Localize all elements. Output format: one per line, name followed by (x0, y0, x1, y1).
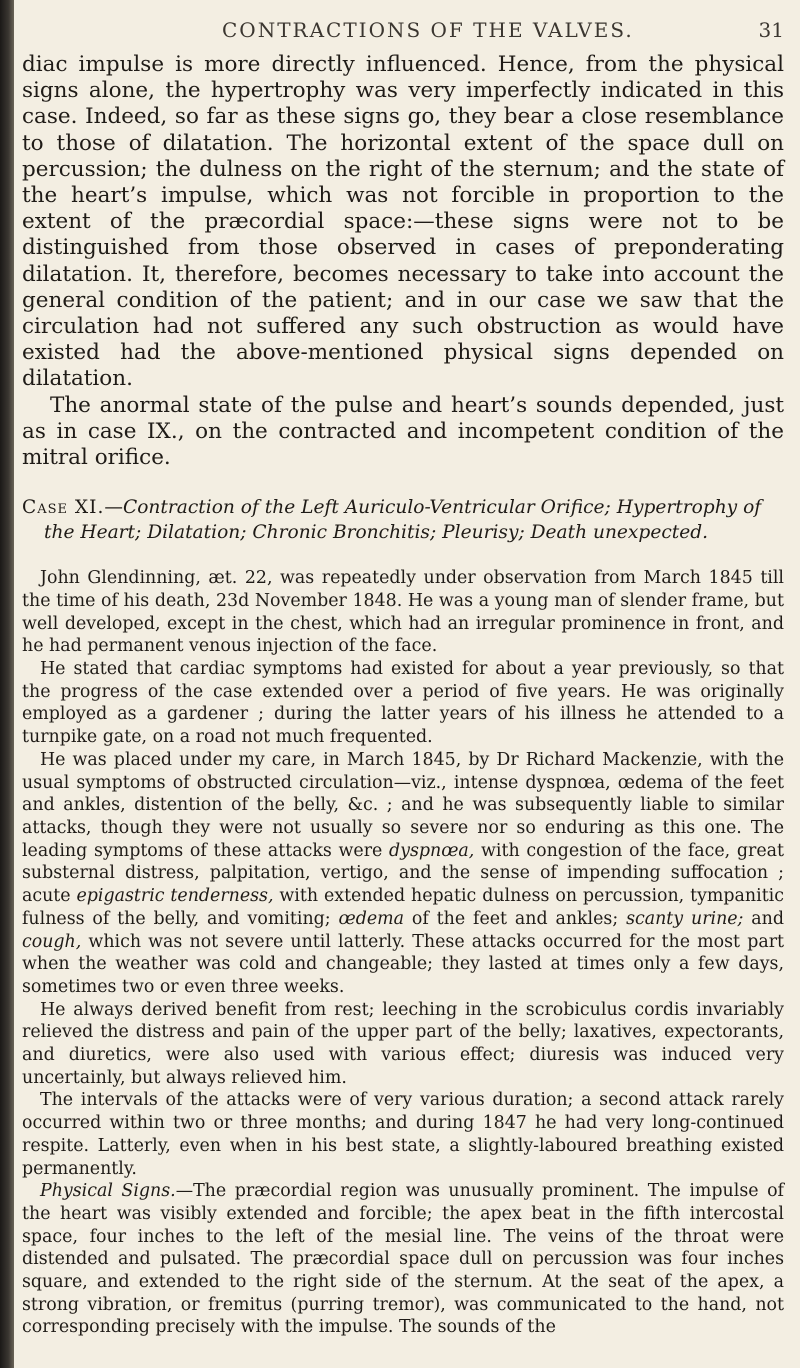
body-paragraph-5: The intervals of the attacks were of very various duration; a second attack rarely occurred within two or three months; and during 1847 he had very long-continued respite. Latterly, even when in his best state, a slightly-laboured breathing existed permanently. (22, 1090, 784, 1179)
running-head: CONTRACTIONS OF THE VALVES. (222, 18, 634, 42)
italic-term: cough, (22, 931, 82, 952)
book-gutter (0, 0, 14, 1368)
body-paragraph-2: He stated that cardiac symptoms had existed for about a year previously, so that the progress of the case extended over a period of five years. He was originally employed as a gardener ; during the latter years of his illness he attended to a turnpike gate, on a road not much frequented. (22, 659, 784, 748)
case-heading: Case XI.—Contraction of the Left Auriculo-Ventricular Orifice; Hypertrophy of the Heart; Dilatation; Chronic Bronchitis; Pleurisy; Death unexpected. (22, 497, 762, 544)
italic-term: scanty urine; (626, 908, 744, 929)
body-paragraph-4: He always derived benefit from rest; leeching in the scrobiculus cordis invariably relieved the distress and pain of the upper part of the belly; laxatives, expectorants, and diuretics, were also used with various effect; diuresis was induced very uncertainly, but always relieved him. (22, 999, 784, 1088)
case-label: Case XI. (22, 497, 105, 519)
text-run: —The præcordial region was unusually prominent. The impulse of the heart was visibly extended and forcible; the apex beat in the fifth intercostal space, four inches to the left of the mesial line. The veins of the throat were distended and pulsated. The præcordial space dull on percussion was four inches square, and extended to the right side of the sternum. At the seat of the apex, a strong vibration, or fremitus (purring tremor), was communicated to the hand, not corresponding precisely with the impulse. The sounds of the (22, 1181, 784, 1338)
italic-term: epigastric tenderness, (76, 886, 274, 907)
text-run: with extended hepatic dulness on percussion, tympanitic fulness of the belly, and vomiting; (22, 886, 784, 929)
lead-paragraph-1: diac impulse is more directly influenced. Hence, from the physical signs alone, the hypertrophy was very imperfectly indicated in this case. Indeed, so far as these signs go, they bear a close resemblance to those of dilatation. The horizontal extent of the space dull on percussion; the dulness on the right of the sternum; and the state of the heart’s impulse, which was not forcible in proportion to the extent of the præcordial space:—these signs were not to be distinguished from those observed in cases of preponderating dilatation. It, therefore, becomes necessary to take into account the general condition of the patient; and in our case we saw that the circulation had not suffered any such obstruction as would have existed had the above-mentioned physical signs depended on dilatation. (22, 52, 784, 392)
text-run: of the feet and ankles; (404, 908, 627, 929)
body-paragraph-1: John Glendinning, æt. 22, was repeatedly under observation from March 1845 till the time of his death, 23d November 1848. He was a young man of slender frame, but well developed, except in the chest, which had an irregular prominence in front, and he had permanent venous injection of the face. (22, 568, 784, 657)
page-number: 31 (758, 18, 784, 42)
italic-term: œdema (338, 908, 405, 929)
case-body (22, 567, 784, 1339)
text-run: with congestion of the face, great substernal distress, palpitation, vertigo, and the sense of impending suffocation ; acute (22, 840, 784, 907)
section-label: Physical Signs. (40, 1181, 176, 1202)
italic-term: dyspnœa, (389, 840, 475, 861)
page (22, 18, 784, 1339)
case-title: Contraction of the Left Auriculo-Ventricular Orifice; Hypertrophy of the Heart; Dilatation; Chronic Bronchitis; Pleurisy; Death unexpected. (44, 497, 762, 544)
text-run: which was not severe until latterly. These attacks occurred for the most part when the weather was cold and changeable; they lasted at times only a few days, sometimes two or even three weeks. (22, 931, 784, 997)
page-header (22, 18, 784, 52)
lead-paragraph-2: The anormal state of the pulse and heart’s sounds depended, just as in case IX., on the contracted and incompetent condition of the mitral orifice. (22, 392, 784, 471)
body-paragraph-6 (22, 1180, 784, 1339)
text-run: He was placed under my care, in March 1845, by Dr Richard Mackenzie, with the usual symptoms of obstructed circulation—viz., intense dyspnœa, œdema of the feet and ankles, distention of the belly, &c. ; and he was subsequently liable to similar attacks, though they were not usually so severe nor so enduring as this one. The leading symptoms of these attacks were (22, 749, 784, 861)
lead-text (22, 52, 784, 471)
body-paragraph-3 (22, 749, 784, 999)
text-run: and (743, 908, 784, 929)
